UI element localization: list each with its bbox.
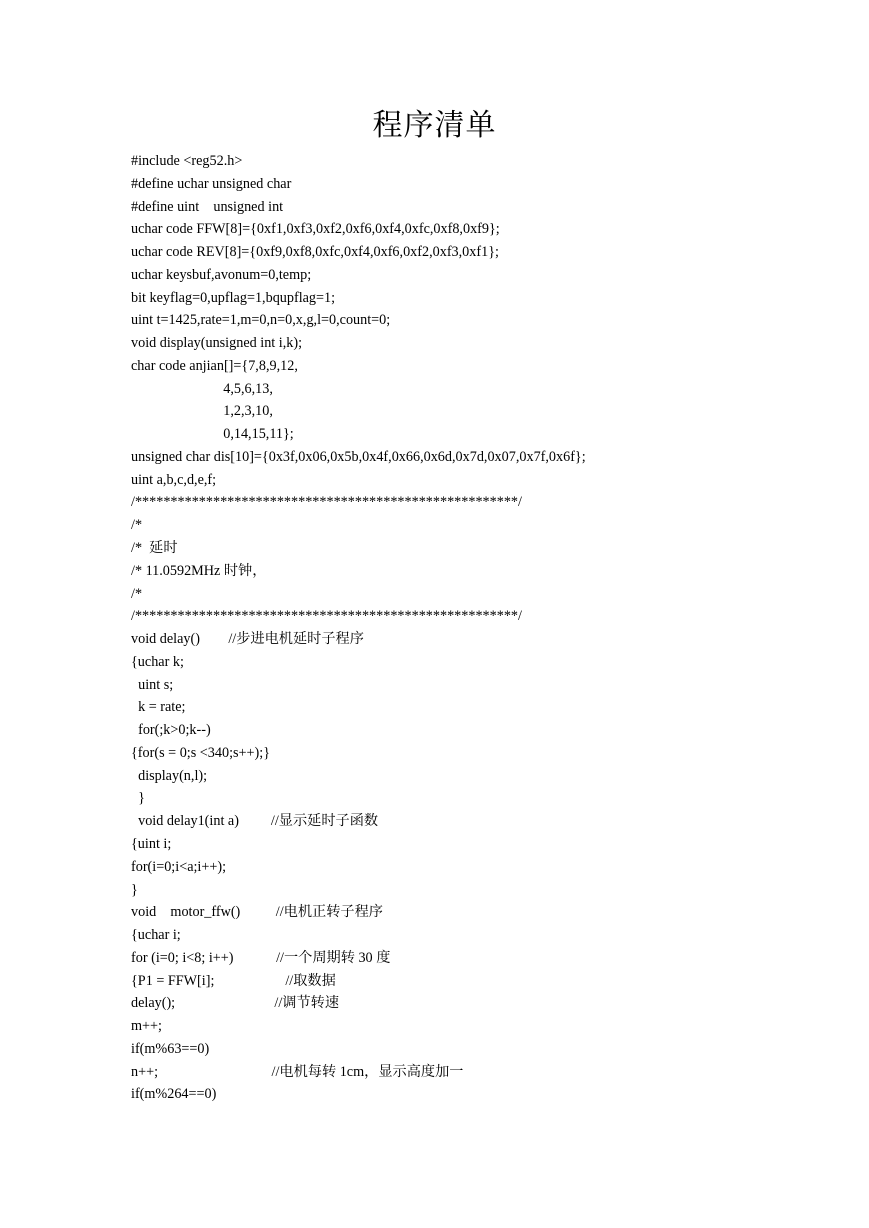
code-line: display(n,l); bbox=[131, 767, 208, 784]
code-line: {uint i; bbox=[131, 835, 172, 852]
code-line: bit keyflag=0,upflag=1,bqupflag=1; bbox=[131, 289, 336, 306]
code-line: #include <reg52.h> bbox=[131, 153, 243, 169]
code-line: for (i=0; i<8; i++) //一个周期转 30 度 bbox=[131, 949, 391, 966]
code-line: n++; //电机每转 1cm，显示高度加一 bbox=[131, 1063, 464, 1080]
code-line: uint t=1425,rate=1,m=0,n=0,x,g,l=0,count=0; bbox=[131, 312, 391, 329]
code-line: 4,5,6,13, bbox=[131, 380, 273, 397]
code-line: {uchar k; bbox=[131, 653, 184, 670]
code-line: uchar code REV[8]={0xf9,0xf8,0xfc,0xf4,0xf6,0xf2,0xf3,0xf1}; bbox=[131, 244, 499, 261]
code-line: k = rate; bbox=[131, 699, 186, 716]
code-line: } bbox=[131, 790, 145, 807]
code-line: 0,14,15,11}; bbox=[131, 426, 294, 443]
code-line: } bbox=[131, 881, 138, 898]
code-line: uchar keysbuf,avonum=0,temp; bbox=[131, 266, 312, 283]
code-line: delay(); //调节转速 bbox=[131, 995, 340, 1012]
code-line: for(;k>0;k--) bbox=[131, 722, 211, 739]
page-title: 程序清单 bbox=[372, 109, 497, 142]
code-line: void delay1(int a) //显示延时子函数 bbox=[131, 813, 379, 830]
code-line: char code anjian[]={7,8,9,12, bbox=[131, 357, 298, 374]
code-line: /* 延时 bbox=[131, 540, 178, 557]
code-line: /******************************************************/ bbox=[131, 494, 522, 511]
code-line: 1,2,3,10, bbox=[131, 403, 273, 420]
code-line: {for(s = 0;s <340;s++);} bbox=[131, 744, 271, 761]
code-line: {P1 = FFW[i]; //取数据 bbox=[131, 972, 336, 989]
code-line: /******************************************************/ bbox=[131, 608, 522, 625]
code-line: void display(unsigned int i,k); bbox=[131, 335, 303, 352]
code-line: unsigned char dis[10]={0x3f,0x06,0x5b,0x4f,0x66,0x6d,0x7d,0x07,0x7f,0x6f}; bbox=[131, 448, 586, 465]
code-line: uint s; bbox=[131, 676, 174, 693]
code-line: for(i=0;i<a;i++); bbox=[131, 858, 227, 875]
code-line: m++; bbox=[131, 1018, 162, 1035]
code-line: #define uint unsigned int bbox=[131, 198, 284, 215]
code-line: if(m%264==0) bbox=[131, 1086, 217, 1103]
code-line: {uchar i; bbox=[131, 927, 181, 944]
code-line: /* 11.0592MHz 时钟， bbox=[131, 562, 267, 579]
code-line: uchar code FFW[8]={0xf1,0xf3,0xf2,0xf6,0xf4,0xfc,0xf8,0xf9}; bbox=[131, 221, 500, 238]
code-line: /* bbox=[131, 517, 143, 534]
code-line: uint a,b,c,d,e,f; bbox=[131, 471, 217, 488]
code-line: /* bbox=[131, 585, 143, 602]
code-line: #define uchar unsigned char bbox=[131, 175, 292, 192]
code-listing bbox=[131, 150, 831, 1106]
code-line: void motor_ffw() //电机正转子程序 bbox=[131, 904, 383, 921]
code-line: if(m%63==0) bbox=[131, 1040, 210, 1057]
code-line: void delay() //步进电机延时子程序 bbox=[131, 631, 364, 648]
